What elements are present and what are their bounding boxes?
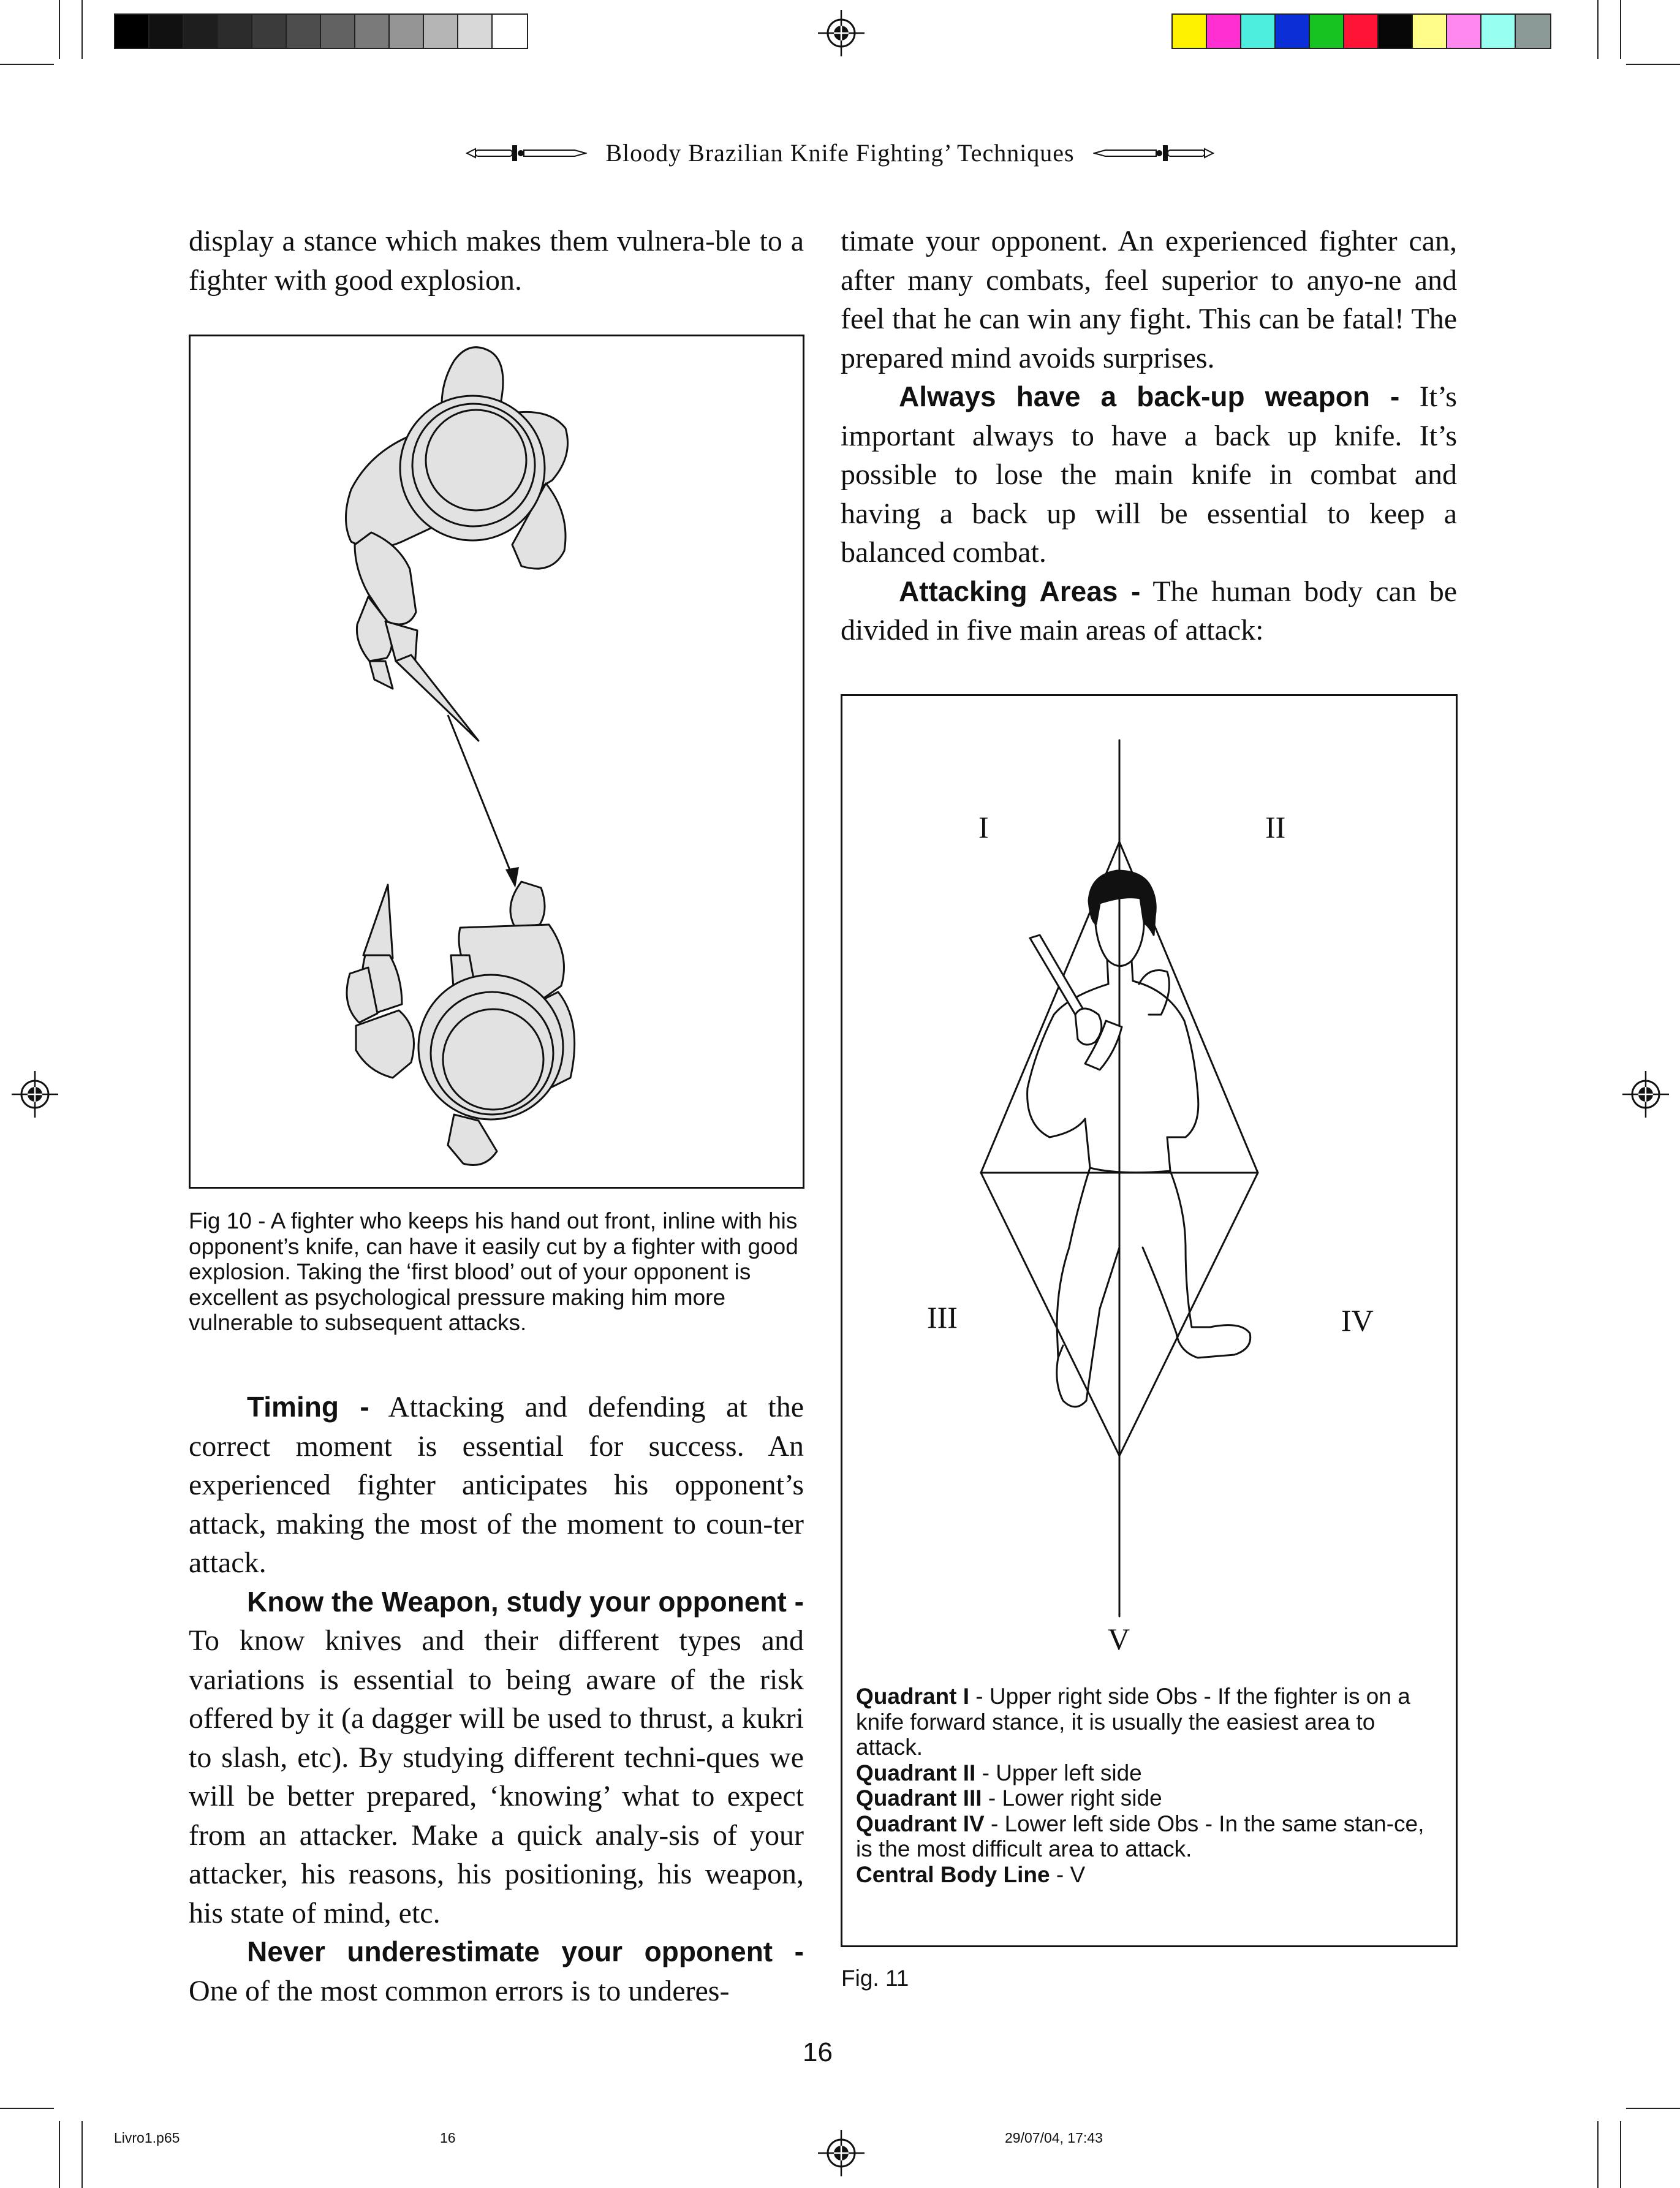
- quadrant-iii-label: III: [927, 1300, 958, 1334]
- running-head: [0, 136, 1680, 167]
- color-swatch: [321, 15, 355, 48]
- crop-mark: [1597, 0, 1599, 59]
- color-swatch: [424, 15, 458, 48]
- legend-desc: - Lower right side: [982, 1785, 1162, 1811]
- crop-mark: [0, 2108, 54, 2109]
- figure-11: [841, 694, 1458, 1947]
- areas-text: The human body can be divided in five main areas of attack:: [841, 575, 1458, 646]
- fig11-illustration: [842, 696, 1456, 1676]
- legend-desc: - V: [1050, 1861, 1086, 1887]
- know-text: To know knives and their different types and variations is essential to being aware of the risk offered by it (a dagger will be used to thrust, a kukri to slash, etc). By studying different techni-ques we will be better prepared, ‘knowing’ what to expect from an attacker. Make a quick analy-sis of your attacker, his reasons, his positioning, his weapon, his state of mind, etc.: [189, 1624, 804, 1929]
- color-swatch: [1276, 15, 1310, 48]
- areas-paragraph: [841, 572, 1457, 650]
- backup-paragraph: [841, 377, 1457, 572]
- color-swatch: [1344, 15, 1379, 48]
- arrow-head-icon: [505, 867, 519, 888]
- legend-item: [856, 1785, 1444, 1811]
- figure-10: [189, 335, 804, 1189]
- knife-ornament-icon: [464, 144, 587, 162]
- grayscale-bar: [114, 13, 528, 49]
- crop-mark: [81, 2121, 83, 2188]
- fig11-legend: [856, 1684, 1444, 1887]
- slug-page: 16: [440, 2130, 456, 2146]
- color-swatch: [184, 15, 218, 48]
- color-swatch: [149, 15, 184, 48]
- crop-mark: [1626, 2108, 1680, 2109]
- crop-mark: [1597, 2121, 1599, 2188]
- registration-mark-icon: [12, 1071, 58, 1118]
- legend-item: [856, 1684, 1444, 1760]
- crop-mark: [1620, 2121, 1621, 2188]
- crop-mark: [1620, 0, 1621, 59]
- quadrant-i-label: I: [978, 810, 989, 844]
- never-heading: Never underestimate your opponent -: [247, 1936, 804, 1967]
- crop-mark: [59, 2121, 60, 2188]
- timing-paragraph: [189, 1388, 804, 1583]
- paragraph: timate your opponent. An experienced fighter can, after many combats, feel superior to anyo-ne and feel that he can win any fight. This can be fatal! The prepared mind avoids surprises.: [841, 225, 1457, 374]
- color-swatch: [1516, 15, 1550, 48]
- quadrant-ii-label: II: [1265, 810, 1286, 844]
- fig10-illustration: [191, 336, 803, 1187]
- bottom-fighter: [347, 882, 575, 1165]
- legend-item: [856, 1811, 1444, 1862]
- backup-text: It’s important always to have a back up knife. It’s possible to lose the main knife in combat and having a back up will be essential to keep a balanced combat.: [841, 380, 1457, 569]
- crop-mark: [0, 64, 54, 65]
- quadrant-iv-label: IV: [1341, 1303, 1374, 1338]
- fig11-caption: Fig. 11: [841, 1966, 909, 1991]
- legend-item: [856, 1862, 1444, 1888]
- color-swatch: [458, 15, 493, 48]
- color-swatch: [1310, 15, 1344, 48]
- legend-term: Quadrant IV: [856, 1811, 985, 1836]
- crop-mark: [59, 0, 60, 59]
- legend-term: Quadrant I: [856, 1684, 970, 1709]
- slug-datetime: 29/07/04, 17:43: [1005, 2130, 1103, 2146]
- paragraph: display a stance which makes them vulnera-ble to a fighter with good explosion.: [189, 225, 804, 297]
- color-swatch: [1173, 15, 1207, 48]
- color-swatch: [1413, 15, 1447, 48]
- color-swatch: [218, 15, 252, 48]
- legend-term: Quadrant III: [856, 1785, 982, 1811]
- legend-desc: - Lower left side Obs - In the same stan-ce, is the most difficult area to attack.: [856, 1811, 1425, 1861]
- crop-mark: [81, 0, 83, 59]
- fig10-caption: Fig 10 - A fighter who keeps his hand out front, inline with his opponent’s knife, can have it easily cut by a fighter with good explosion. Taking the ‘first blood’ out of your opponent is excellent as psychological pressure making him more vulnerable to subsequent attacks.: [189, 1208, 798, 1335]
- page-number: 16: [803, 2037, 833, 2067]
- registration-mark-icon: [818, 2130, 865, 2176]
- color-swatch: [287, 15, 321, 48]
- know-paragraph: [189, 1583, 804, 1933]
- top-fighter: [346, 347, 568, 741]
- color-swatch: [1241, 15, 1276, 48]
- legend-term: Quadrant II: [856, 1760, 976, 1785]
- never-text: One of the most common errors is to underes-: [189, 1974, 730, 2007]
- central-line-label: V: [1108, 1622, 1130, 1656]
- never-paragraph: [189, 1932, 804, 2010]
- color-swatch: [252, 15, 287, 48]
- color-swatch: [1447, 15, 1481, 48]
- legend-item: [856, 1760, 1444, 1786]
- running-head-title: Bloody Brazilian Knife Fighting’ Techniques: [605, 139, 1075, 167]
- attack-arrow: [448, 715, 513, 877]
- color-swatch: [355, 15, 390, 48]
- areas-heading: Attacking Areas -: [899, 575, 1141, 607]
- left-column-body: [189, 1388, 804, 2010]
- legend-desc: - Upper right side Obs - If the fighter is on a knife forward stance, it is usually the easiest area to attack.: [856, 1684, 1410, 1760]
- crop-mark: [1626, 64, 1680, 65]
- color-swatch: [115, 15, 149, 48]
- timing-heading: Timing -: [247, 1391, 369, 1423]
- registration-mark-icon: [818, 10, 865, 56]
- right-column-top: [841, 222, 1457, 650]
- backup-heading: Always have a back-up weapon -: [899, 380, 1400, 412]
- slug-file: Livro1.p65: [114, 2130, 180, 2146]
- left-column-top: [189, 222, 804, 300]
- color-swatch: [1207, 15, 1241, 48]
- color-swatch: [493, 15, 527, 48]
- color-swatch: [1481, 15, 1516, 48]
- legend-desc: - Upper left side: [975, 1760, 1142, 1785]
- color-swatch: [390, 15, 424, 48]
- color-swatch: [1379, 15, 1413, 48]
- knife-ornament-icon: [1093, 144, 1216, 162]
- human-figure: [1027, 871, 1251, 1407]
- registration-mark-icon: [1622, 1071, 1669, 1118]
- timing-text: Attacking and defending at the correct moment is essential for success. An experienced fighter anticipates his opponent’s attack, making the most of the moment to coun-ter attack.: [189, 1391, 804, 1579]
- color-bar: [1171, 13, 1551, 49]
- know-heading: Know the Weapon, study your opponent -: [247, 1585, 804, 1618]
- legend-term: Central Body Line: [856, 1861, 1050, 1887]
